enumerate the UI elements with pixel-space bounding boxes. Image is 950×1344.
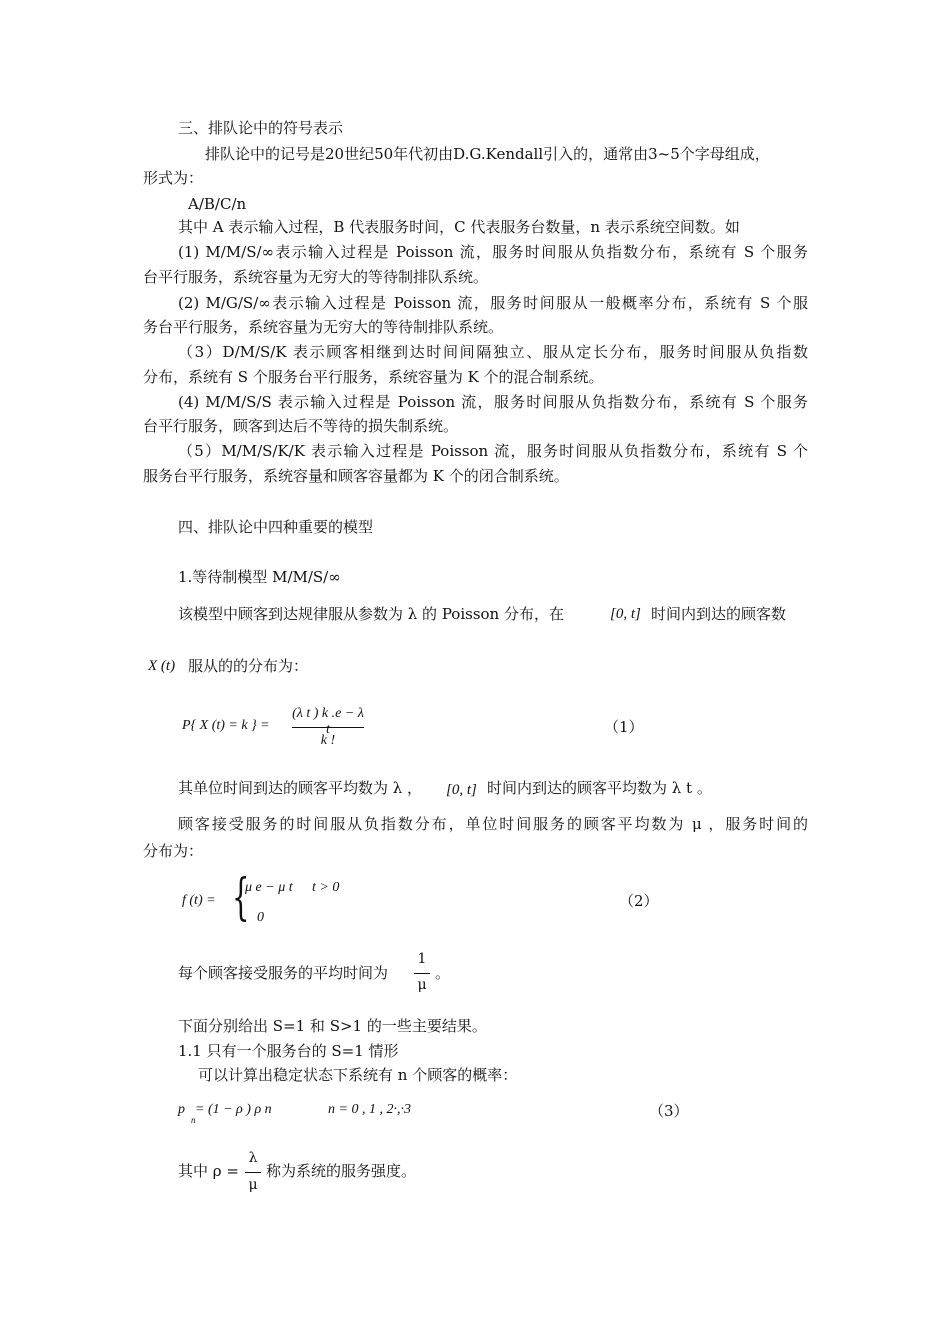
equation-number: （3） — [649, 1102, 689, 1120]
paragraph: 该模型中顾客到达规律服从参数为 λ 的 Poisson 分布，在 — [178, 605, 564, 623]
equation-condition: t > 0 — [312, 880, 340, 895]
list-item: （5）M/M/S/K/K 表示输入过程是 Poisson 流，服务时间服从负指数分布，系统有 S 个 — [178, 442, 808, 460]
paragraph: 其中 ρ = — [178, 1162, 239, 1180]
equation-lhs: P{ X (t) = k } = — [182, 718, 270, 733]
equation-lhs: p — [178, 1102, 185, 1117]
paragraph: 称为系统的服务强度。 — [266, 1162, 417, 1180]
paragraph: 。 — [435, 964, 451, 982]
list-item: （3）D/M/S/K 表示顾客相继到达时间间隔独立、服从定长分布，服务时间服从负指数 — [178, 343, 808, 361]
paragraph: 时间内到达的顾客平均数为 λ t 。 — [487, 779, 712, 797]
paragraph: 下面分别给出 S=1 和 S>1 的一些主要结果。 — [178, 1017, 487, 1035]
notation-formula: A/B/C/n — [188, 195, 247, 213]
equation-number: （1） — [604, 718, 644, 736]
math-interval: [0, t] — [446, 782, 477, 798]
paragraph: 时间内到达的顾客数 — [651, 605, 787, 623]
subsection-heading: 1.等待制模型 M/M/S/∞ — [178, 568, 341, 586]
paragraph: 分布为： — [143, 842, 204, 860]
list-item: (4) M/M/S/S 表示输入过程是 Poisson 流，服务时间服从负指数分布，系统有 S 个服务 — [178, 393, 808, 411]
section-heading: 四、排队论中四种重要的模型 — [178, 518, 374, 536]
equation-rhs: = (1 − ρ ) ρ n — [195, 1102, 272, 1117]
paragraph: 排队论中的记号是20世纪50年代初由D.G.Kendall引入的，通常由3~5个字母组成， — [205, 145, 770, 163]
fraction-denominator: μ — [417, 977, 427, 993]
list-item: (2) M/G/S/∞表示输入过程是 Poisson 流，服务时间服从一般概率分布，系统有 S 个服 — [178, 294, 808, 312]
paragraph: 顾客接受服务的时间服从负指数分布，单位时间服务的顾客平均数为 μ ，服务时间的 — [178, 815, 808, 833]
fraction-bar — [414, 973, 430, 974]
list-item-continuation: 分布，系统有 S 个服务台平行服务，系统容量为 K 个的混合制系统。 — [143, 368, 604, 386]
fraction-bar — [292, 727, 364, 728]
fraction-numerator: 1 — [417, 951, 427, 967]
equation-numerator: (λ t ) k .e − λ t — [292, 706, 364, 737]
paragraph: 形式为： — [143, 169, 204, 187]
subsection-heading: 1.1 只有一个服务台的 S=1 情形 — [178, 1042, 399, 1060]
section-heading: 三、排队论中的符号表示 — [178, 119, 344, 137]
fraction-denominator: μ — [248, 1177, 258, 1193]
paragraph: 其中 A 表示输入过程，B 代表服务时间，C 代表服务台数量，n 表示系统空间数。如 — [178, 218, 740, 236]
list-item-continuation: 台平行服务，系统容量为无穷大的等待制排队系统。 — [143, 268, 489, 286]
equation-range: n = 0 , 1 , 2·,·3 — [328, 1102, 411, 1117]
equation-case: μ e − μ t — [245, 880, 293, 895]
equation-number: （2） — [619, 892, 659, 910]
math-interval: [0, t] — [610, 606, 641, 622]
paragraph: 可以计算出稳定状态下系统有 n 个顾客的概率： — [198, 1066, 518, 1084]
list-item: (1) M/M/S/∞表示输入过程是 Poisson 流，服务时间服从负指数分布，系统有 S 个服务 — [178, 243, 808, 261]
fraction-bar — [245, 1172, 261, 1173]
equation-subscript: n — [191, 1115, 196, 1125]
equation-lhs: f (t) = — [182, 893, 216, 908]
fraction-numerator: λ — [248, 1150, 258, 1166]
equation-denominator: k ! — [320, 733, 336, 748]
paragraph: 服从的的分布为： — [188, 657, 309, 675]
math-variable: X (t) — [148, 658, 176, 674]
list-item-continuation: 台平行服务，顾客到达后不等待的损失制系统。 — [143, 417, 459, 435]
equation-case: 0 — [257, 910, 264, 925]
paragraph: 其单位时间到达的顾客平均数为 λ ， — [178, 779, 423, 797]
brace-symbol: { — [232, 868, 250, 926]
list-item-continuation: 务台平行服务，系统容量为无穷大的等待制排队系统。 — [143, 318, 504, 336]
paragraph: 每个顾客接受服务的平均时间为 — [178, 964, 389, 982]
list-item-continuation: 服务台平行服务，系统容量和顾客容量都为 K 个的闭合制系统。 — [143, 467, 569, 485]
